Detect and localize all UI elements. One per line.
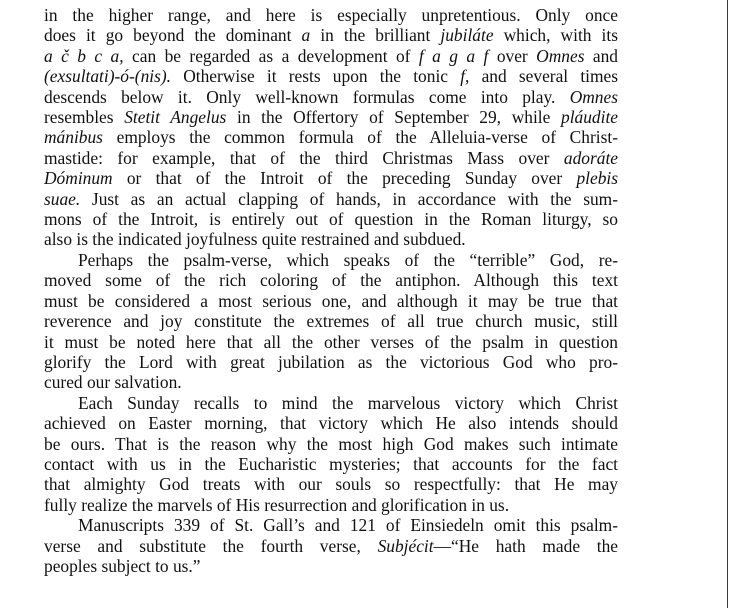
text-run: in the brilliant [310,25,441,46]
italic-text: plebis [576,168,618,189]
text-run: or that of the Introit of the preceding Sunday over [112,168,577,189]
text-run: it must be noted here that all the other verses of the psalm in question [44,331,618,352]
text-line [44,352,618,372]
text-line [44,209,618,229]
text-run: in the Offertory of September 29, while [226,107,561,128]
paragraph [44,5,618,250]
italic-text: (exsultati)-ó-(nis). [44,66,172,87]
text-run: glorify the Lord with great jubilation as the victorious God who pro- [44,351,618,372]
text-line [44,536,618,556]
text-line [44,556,618,576]
text-run: reverence and joy constitute the extremes of all true church music, still [44,311,618,332]
text-line [44,372,618,392]
text-line [44,66,618,86]
text-run: fully realize the marvels of His resurrection and glorification in us. [44,494,510,515]
text-line [44,148,618,168]
italic-text: Dóminum [44,168,113,189]
text-line [44,474,618,494]
page-edge-rule [727,0,728,608]
text-line [44,127,618,147]
text-run: moved some of the rich coloring of the antiphon. Although this text [44,270,618,291]
text-run: which, with its [493,25,618,46]
paragraph [44,515,618,576]
text-line [44,229,618,249]
text-run: contact with us in the Eucharistic mysteries; that accounts for the fact [44,453,618,474]
text-line [44,291,618,311]
italic-text: suae. [44,188,81,209]
italic-text: pláudite [561,107,618,128]
text-run: in the higher range, and here is especially unpretentious. Only once [44,5,618,25]
text-line [44,5,618,25]
text-run: —“He hath made the [433,535,619,556]
text-run: resembles [44,107,125,128]
text-line [44,311,618,331]
body-text [44,5,618,576]
text-run: employs the common formula of the Alleluia-verse of Christ- [102,127,618,148]
text-run: Just as an actual clapping of hands, in accordance with the sum- [80,188,618,209]
text-run: cured our salvation. [44,372,182,393]
text-run: over [488,45,537,66]
italic-text: Subjécit [377,535,434,556]
text-run: peoples subject to us.” [44,555,201,576]
text-run: Each Sunday recalls to mind the marvelous victory which Christ [78,392,618,413]
text-line [44,46,618,66]
text-run: mastide: for example, that of the third Christmas Mass over [44,147,564,168]
text-line [44,515,618,535]
text-run: can be regarded as a development of [123,45,419,66]
paragraph [44,393,618,515]
text-run: that almighty God treats with our souls so respectfully: that He may [44,474,618,495]
text-line [44,189,618,209]
text-run: Manuscripts 339 of St. Gall’s and 121 of Einsiedeln omit this psalm- [78,515,618,536]
text-line [44,434,618,454]
text-line [44,87,618,107]
italic-text: adoráte [563,147,618,168]
text-line [44,25,618,45]
italic-text: a č b c a, [44,45,124,66]
text-run: descends below it. Only well-known formulas come into play. [44,86,570,107]
italic-text: f, [460,66,470,87]
text-run: verse and substitute the fourth verse, [44,535,378,556]
text-line [44,168,618,188]
italic-text: f a g a f [418,45,489,66]
text-run: must be considered a most serious one, and although it may be true that [44,290,618,311]
text-run: achieved on Easter morning, that victory which He also intends should [44,413,618,434]
text-line [44,332,618,352]
text-line [44,270,618,290]
text-run: Perhaps the psalm-verse, which speaks of the “terrible” God, re- [78,249,618,270]
text-run: does it go beyond the dominant [44,25,302,46]
italic-text: mánibus [44,127,103,148]
italic-text: a [301,25,311,46]
paragraph [44,250,618,393]
text-run: mons of the Introit, is entirely out of question in the Roman liturgy, so [44,209,618,230]
text-line [44,413,618,433]
text-run: also is the indicated joyfulness quite restrained and subdued. [44,229,466,250]
text-run: and [584,45,619,66]
text-run: Otherwise it rests upon the tonic [171,66,461,87]
italic-text: Omnes [536,45,585,66]
italic-text: Omnes [569,86,618,107]
text-line [44,454,618,474]
text-run: and several times [469,66,619,87]
text-run: be ours. That is the reason why the most high God makes such intimate [44,433,618,454]
text-line [44,495,618,515]
italic-text: jubiláte [440,25,494,46]
text-line [44,250,618,270]
text-line [44,393,618,413]
text-line [44,107,618,127]
italic-text: Stetit Angelus [124,107,227,128]
